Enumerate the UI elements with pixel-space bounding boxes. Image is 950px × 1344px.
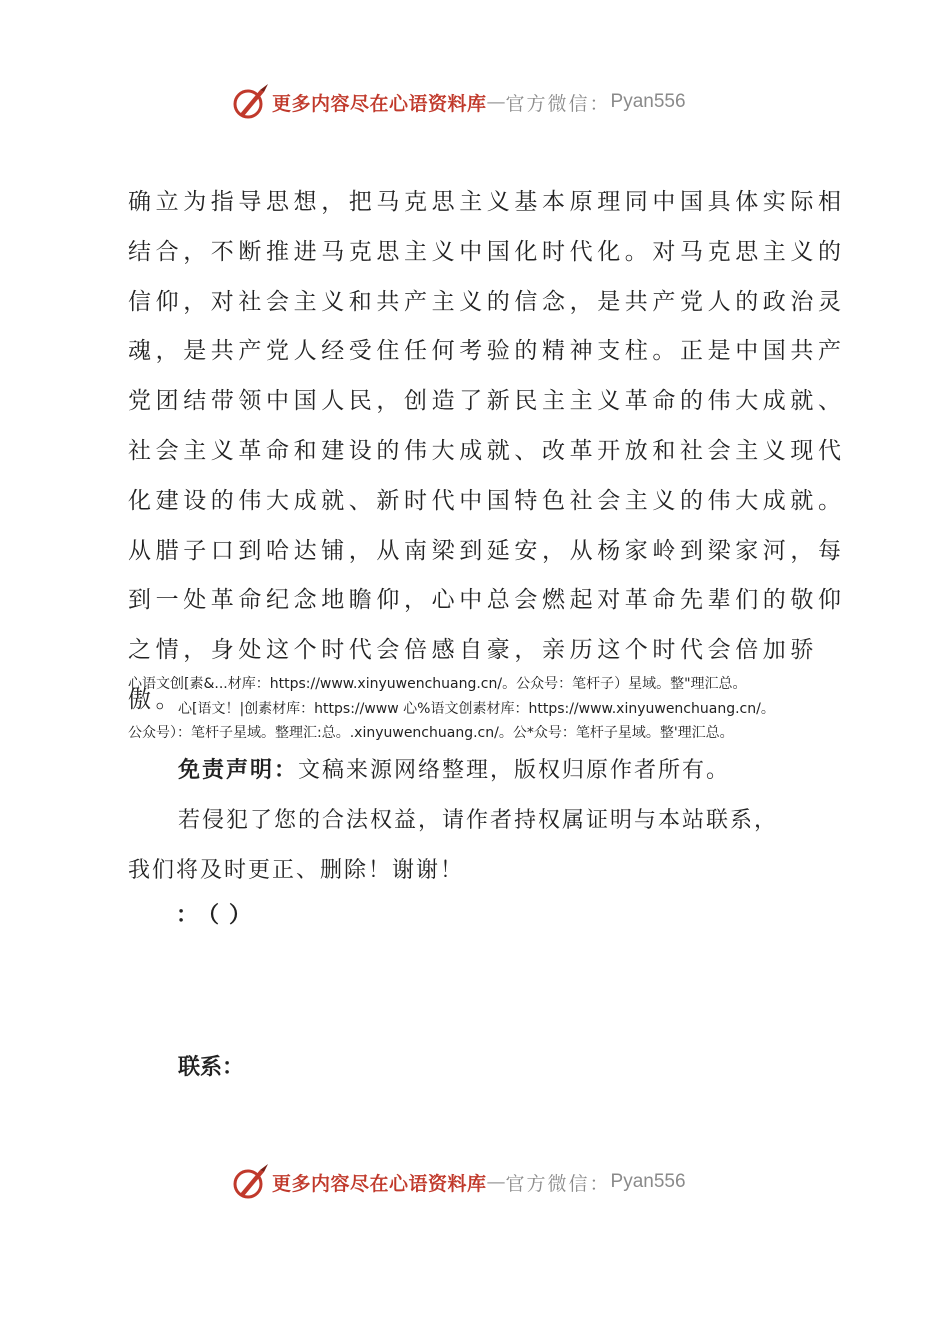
banner-wechat-label: 官方微信： — [505, 1172, 611, 1195]
banner-dash: — — [486, 1171, 506, 1193]
disclaimer-label: 免责声明： — [178, 758, 299, 783]
banner-site-text: 更多内容尽在心语资料库 — [272, 1172, 487, 1195]
main-paragraph: 确立为指导思想，把马克思主义基本原理同中国具体实际相结合，不断推进马克思主义中国化时代化。对马克思主义的信仰，对社会主义和共产主义的信念，是共产党人的政治灵魂，是共产党人经受住任何考验的精神支柱。正是中国共产党团结带领中国人民，创造了新民主主义革命的伟大成就、社会主义革命和建设的伟大成就、改革开放和社会主义现代化建设的伟大成就、新时代中国特色社会主义的伟大成就。从腊子口到哈达铺，从南梁到延安，从杨家岭到梁家河，每到一处革命纪念地瞻仰，心中总会燃起对革命先辈们的敬仰之情，身处这个时代会倍感自豪，亲历这个时代会倍加骄傲。 — [128, 189, 846, 713]
banner-site-text: 更多内容尽在心语资料库 — [272, 92, 487, 115]
quill-logo-icon — [230, 1162, 270, 1202]
quill-logo-icon — [230, 82, 270, 122]
banner-wechat-label: 官方微信： — [505, 92, 611, 115]
banner-wechat-id: Pyan556 — [610, 91, 686, 112]
source-note-line: 公众号）：笔杆子星域。整理汇:总。.xinyuwenchuang.cn/。公*众号：笔杆子星域。整'理汇总。 — [128, 725, 734, 741]
contact-label: 联系： — [178, 1055, 245, 1080]
disclaimer-block — [128, 746, 848, 896]
banner-wechat-id: Pyan556 — [610, 1171, 686, 1192]
footer-banner — [230, 1160, 686, 1204]
disclaimer-text: 文稿来源网络整理，版权归原作者所有。 — [298, 758, 731, 783]
source-note-line: 心[语文！|创素材库：https://www 心%语文创素材库：https://www.xinyuwenchuang.cn/。 — [178, 700, 775, 717]
disclaimer-line: 若侵犯了您的合法权益，请作者持权属证明与本站联系， — [178, 808, 779, 833]
source-note-line: 心语文创[素&...材库：https://www.xinyuwenchuang.cn/。公众号：笔杆子）星域。整"理汇总。 — [128, 676, 747, 692]
disclaimer-line — [128, 746, 848, 796]
source-notes — [128, 672, 828, 746]
header-banner — [230, 80, 686, 124]
banner-dash: — — [486, 91, 506, 113]
disclaimer-line: 我们将及时更正、删除！谢谢！ — [128, 858, 465, 883]
paren-line: ：（） — [176, 903, 262, 928]
